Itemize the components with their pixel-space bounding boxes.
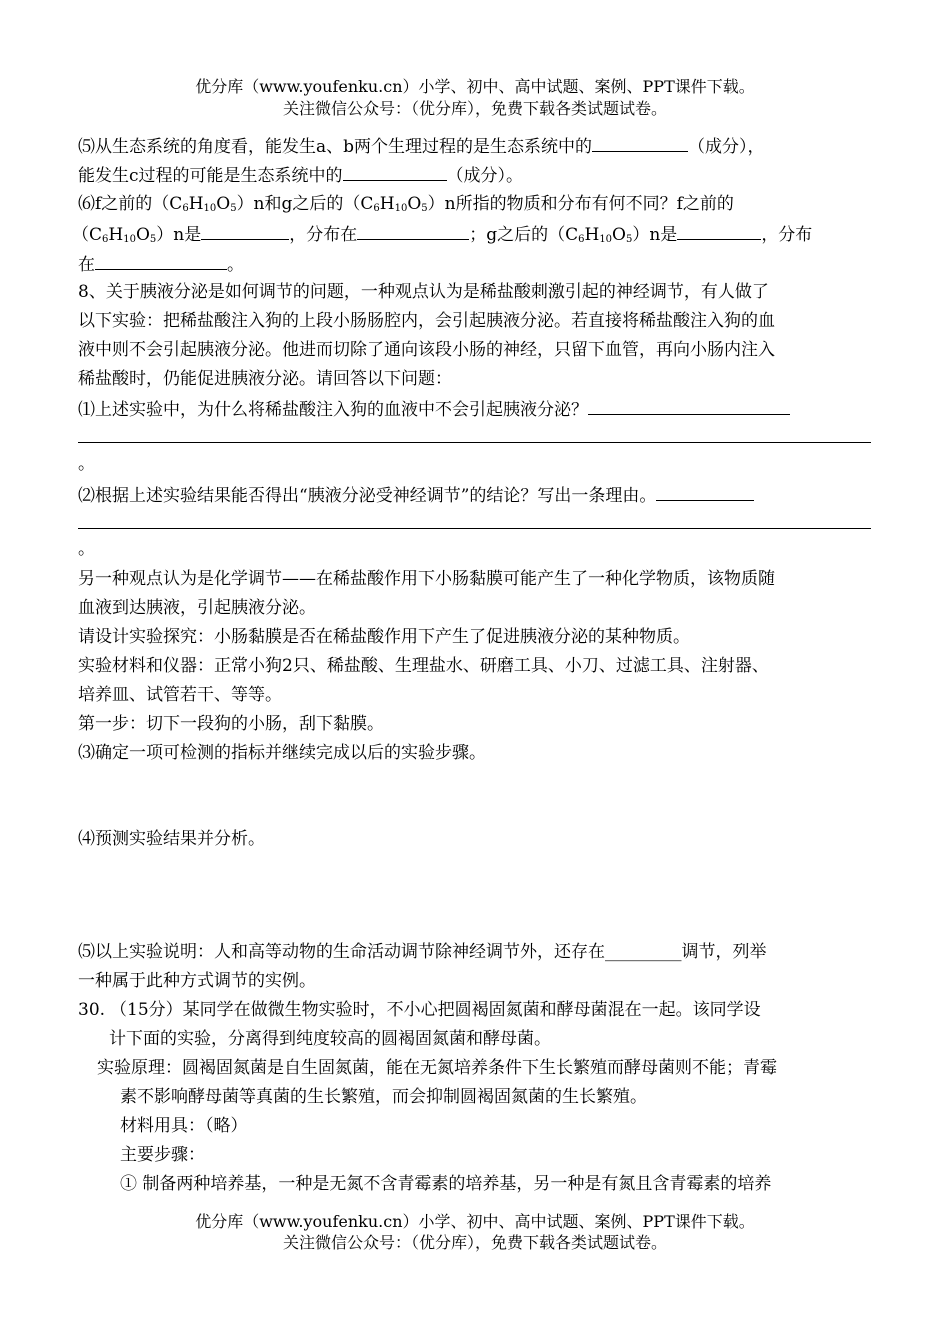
q8-sub-5-line-2: 一种属于此种方式调节的实例。 — [78, 971, 316, 991]
answer-blank[interactable] — [201, 221, 289, 240]
q8-other-view-1: 另一种观点认为是化学调节——在稀盐酸作用下小肠黏膜可能产生了一种化学物质，该物质随 — [78, 569, 775, 589]
q8-sub-5: ⑸以上实验说明：人和高等动物的生命活动调节除神经调节外，还存在_________调节，列举 — [78, 942, 767, 962]
answer-blank[interactable] — [592, 133, 688, 152]
q30-step-1: ① 制备两种培养基，一种是无氮不含青霉素的培养基，另一种是有氮且含青霉素的培养 — [120, 1174, 772, 1194]
q6-line-3: 在 。 — [78, 251, 244, 277]
q8-para-line-4: 稀盐酸时，仍能促进胰液分泌。请回答以下问题： — [78, 369, 452, 389]
q8-sub-1: ⑴上述实验中，为什么将稀盐酸注入狗的血液中不会引起胰液分泌？ — [78, 396, 790, 422]
q6-line-1: ⑹f之前的$(C_6H_{10}O_5)n$和g之后的$(C_6H_{10}O_5)n$所指的物质和分布有何不同？f之前的 — [78, 194, 734, 214]
q30-steps-heading: 主要步骤： — [120, 1145, 205, 1165]
answer-blank[interactable]: _________ — [605, 942, 682, 962]
header-line-2: 关注微信公众号：（优分库），免费下载各类试题试卷。 — [282, 99, 667, 118]
q6-line-2: $(C_6H_{10}O_5)n$是 ，分布在 ；g之后的$(C_6H_{10}O_5)n$是 ，分布 — [72, 221, 812, 252]
answer-blank[interactable] — [656, 482, 754, 501]
q30-principle-1: 实验原理：圆褐固氮菌是自生固氮菌，能在无氮培养条件下生长繁殖而酵母菌则不能；青霉 — [97, 1058, 777, 1078]
q30-line-1: 30. （15分）某同学在做微生物实验时，不小心把圆褐固氮菌和酵母菌混在一起。该同学设 — [78, 1000, 761, 1020]
q5-line-1: ⑸从生态系统的角度看，能发生a、b两个生理过程的是生态系统中的 （成分）， — [78, 133, 765, 159]
answer-line[interactable] — [78, 528, 871, 529]
q30-materials: 材料用具：（略） — [120, 1116, 248, 1136]
q30-principle-2: 素不影响酵母菌等真菌的生长繁殖，而会抑制圆褐固氮菌的生长繁殖。 — [120, 1087, 647, 1107]
answer-blank[interactable] — [588, 396, 790, 415]
q8-materials-1: 实验材料和仪器：正常小狗2只、稀盐酸、生理盐水、研磨工具、小刀、过滤工具、注射器、 — [78, 656, 769, 676]
q5-line-2: 能发生c过程的可能是生态系统中的 （成分）。 — [78, 162, 523, 188]
q8-sub-1-end: 。 — [78, 454, 95, 474]
answer-blank[interactable] — [357, 221, 469, 240]
q8-para-line-3: 液中则不会引起胰液分泌。他进而切除了通向该段小肠的神经，只留下血管，再向小肠内注入 — [78, 340, 775, 360]
answer-blank[interactable] — [343, 162, 447, 181]
answer-line[interactable] — [78, 442, 871, 443]
q8-para-line-1: 8、关于胰液分泌是如何调节的问题，一种观点认为是稀盐酸刺激引起的神经调节，有人做了 — [78, 282, 769, 302]
q8-other-view-2: 血液到达胰液，引起胰液分泌。 — [78, 598, 316, 618]
q8-sub-2-end: 。 — [78, 539, 95, 559]
q8-sub-3: ⑶确定一项可检测的指标并继续完成以后的实验步骤。 — [78, 743, 486, 763]
q30-line-2: 计下面的实验，分离得到纯度较高的圆褐固氮菌和酵母菌。 — [109, 1029, 551, 1049]
q8-materials-2: 培养皿、试管若干、等等。 — [78, 685, 282, 705]
q8-para-line-2: 以下实验：把稀盐酸注入狗的上段小肠肠腔内，会引起胰液分泌。若直接将稀盐酸注入狗的血 — [78, 311, 775, 331]
q8-step-1: 第一步：切下一段狗的小肠，刮下黏膜。 — [78, 714, 384, 734]
header-line-1: 优分库（www.youfenku.cn）小学、初中、高中试题、案例、PPT课件下载。 — [195, 77, 755, 96]
answer-blank[interactable] — [677, 221, 761, 240]
answer-blank[interactable] — [95, 251, 227, 270]
footer-line-1: 优分库（www.youfenku.cn）小学、初中、高中试题、案例、PPT课件下载。 — [195, 1212, 755, 1231]
q8-sub-4: ⑷预测实验结果并分析。 — [78, 829, 265, 849]
q8-sub-2: ⑵根据上述实验结果能否得出“胰液分泌受神经调节”的结论？写出一条理由。 — [78, 482, 754, 508]
q8-design: 请设计实验探究：小肠黏膜是否在稀盐酸作用下产生了促进胰液分泌的某种物质。 — [78, 627, 690, 647]
footer-line-2: 关注微信公众号：（优分库），免费下载各类试题试卷。 — [282, 1233, 667, 1252]
